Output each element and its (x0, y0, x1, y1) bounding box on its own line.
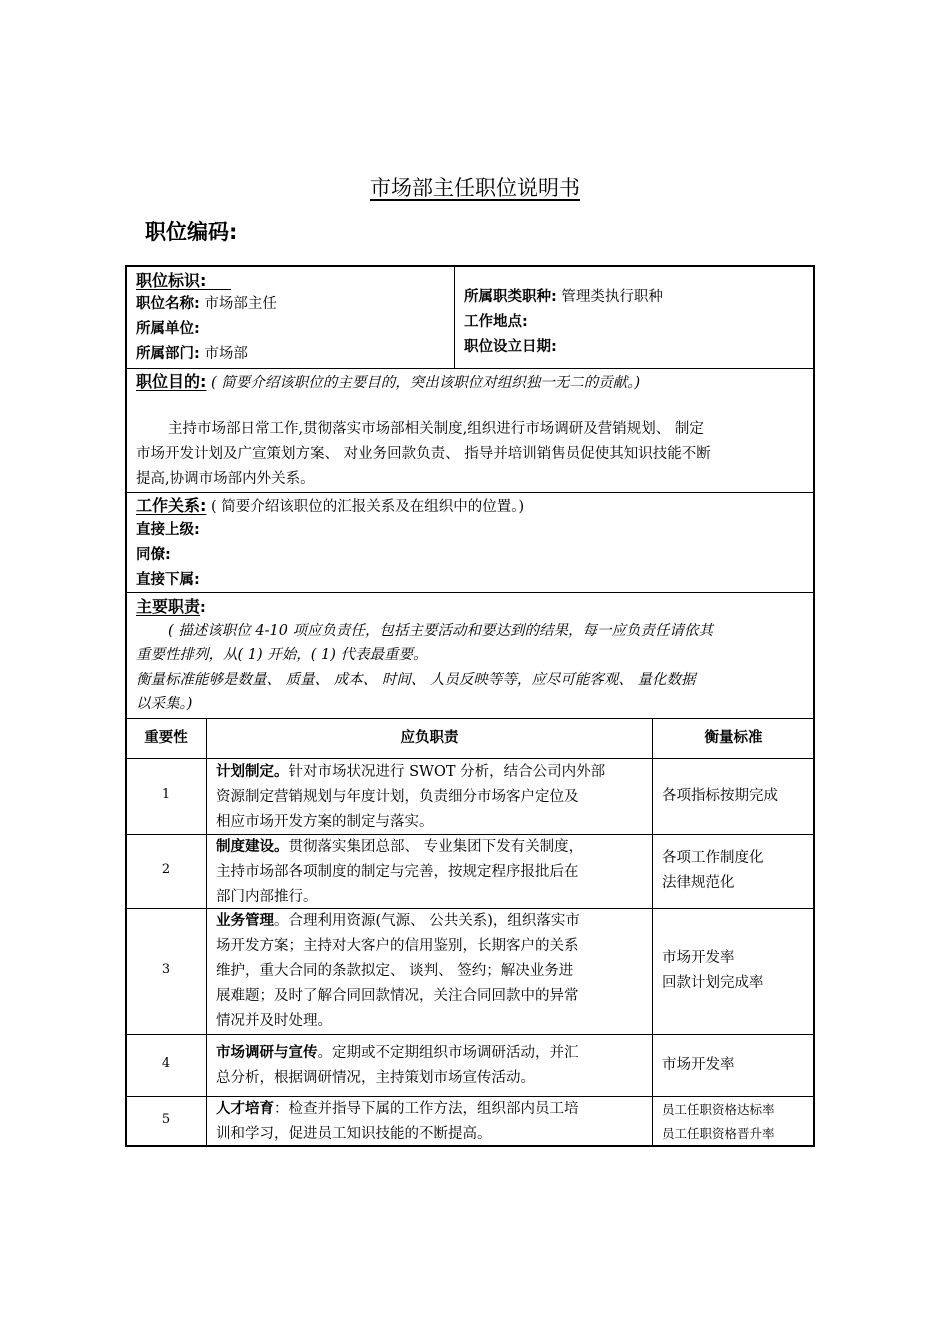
subordinate-label: 直接下属: (136, 572, 200, 588)
column-header-measure: 衡量标准 (704, 730, 763, 746)
duties-note-line: 衡量标准能够是数量、 质量、 成本、 时间、 人员反映等等，应尽可能客观、 量化数据 (136, 672, 696, 688)
category-label: 所属职类职种: (464, 289, 557, 305)
purpose-heading: 职位目的: (136, 372, 207, 391)
heading-underline (136, 289, 231, 290)
location-row (464, 310, 528, 335)
date-row (464, 335, 557, 360)
row-measure (662, 846, 764, 896)
row-measure (662, 1053, 735, 1078)
purpose-note: ( 简要介绍该职位的主要目的，突出该职位对组织独一无二的贡献。) (211, 375, 641, 391)
duty-text: 维护，重大合同的条款拟定、 谈判、 签约；解决业务进 (216, 963, 574, 979)
duty-title: 市场调研与宣传 (216, 1045, 318, 1061)
purpose-text-line: 市场开发计划及广宣策划方案、 对业务回款负责、 指导并培训销售员促使其知识技能不断 (136, 446, 711, 462)
duty-text: 。合理利用资源(气源、 公共关系)，组织落实市 (274, 913, 580, 929)
measure-text: 回款计划完成率 (662, 975, 764, 991)
duty-text: 主持市场部各项制度的制定与完善，按规定程序报批后在 (216, 864, 579, 880)
measure-text: 各项指标按期完成 (662, 788, 778, 804)
measure-text: 市场开发率 (662, 1057, 735, 1073)
row-importance: 4 (161, 1056, 171, 1071)
relations-note: ( 简要介绍该职位的汇报关系及在组织中的位置。) (211, 499, 525, 515)
unit-label: 所属单位: (136, 321, 200, 337)
row-importance: 1 (161, 787, 171, 802)
duties-heading-colon: : (200, 600, 206, 616)
divider (126, 758, 814, 759)
measure-text: 员工任职资格晋升率 (662, 1126, 775, 1141)
duty-title: 制度建设。 (216, 839, 289, 855)
date-label: 职位设立日期: (464, 339, 557, 355)
duty-text: 贯彻落实集团总部、 专业集团下发有关制度， (288, 839, 584, 855)
duties-heading-row (136, 594, 206, 621)
position-name-value: 市场部主任 (204, 296, 277, 312)
dept-value: 市场部 (204, 346, 248, 362)
divider (454, 267, 455, 368)
duty-text: 训和学习，促进员工知识技能的不断提高。 (216, 1126, 492, 1142)
relations-heading-row (136, 493, 524, 520)
position-name-label: 职位名称: (136, 296, 200, 312)
purpose-text-line: 提高,协调市场部内外关系。 (136, 471, 315, 487)
duty-title: 计划制定。 (216, 764, 289, 780)
duty-text: 。定期或不定期组织市场调研活动，并汇 (317, 1045, 579, 1061)
column-header-duty: 应负职责 (400, 730, 459, 746)
duties-note-line: 以采集。) (136, 696, 193, 712)
duty-text: 展难题；及时了解合同回款情况，关注合同回款中的异常 (216, 988, 579, 1004)
duty-text: 针对市场状况进行 SWOT 分析，结合公司内外部 (288, 764, 606, 780)
purpose-text-line: 主持市场部日常工作,贯彻落实市场部相关制度,组织进行市场调研及营销规划、 制定 (168, 421, 704, 437)
duty-title: 人才培育 (216, 1101, 274, 1117)
location-label: 工作地点: (464, 314, 528, 330)
relations-heading: 工作关系: (136, 496, 207, 515)
unit-row (136, 317, 200, 342)
measure-text: 员工任职资格达标率 (662, 1102, 775, 1117)
row-importance: 2 (161, 862, 171, 877)
divider (126, 1034, 814, 1035)
peer-label: 同僚: (136, 547, 171, 563)
divider (206, 718, 207, 1146)
duty-text: 相应市场开发方案的制定与落实。 (216, 814, 434, 830)
page-title: 市场部主任职位说明书 (370, 176, 580, 200)
position-name-row (136, 292, 277, 317)
duty-text: 场开发方案；主持对大客户的信用鉴别，长期客户的关系 (216, 938, 579, 954)
row-importance: 3 (161, 962, 171, 977)
row-duty (216, 835, 583, 910)
row-duty (216, 1097, 579, 1147)
row-importance: 5 (161, 1112, 171, 1127)
divider (652, 718, 653, 1146)
row-duty (216, 909, 580, 1034)
measure-text: 各项工作制度化 (662, 850, 764, 866)
divider (126, 718, 814, 719)
duty-text: ：检查并指导下属的工作方法，组织部内员工培 (274, 1101, 579, 1117)
duty-title: 业务管理 (216, 913, 274, 929)
category-row (464, 285, 663, 310)
dept-label: 所属部门: (136, 346, 200, 362)
row-measure (662, 1098, 775, 1146)
duties-note-line: ( 描述该职位 4-10 项应负责任，包括主要活动和要达到的结果，每一应负责任请依其 (168, 623, 714, 639)
duty-text: 总分析，根据调研情况，主持策划市场宣传活动。 (216, 1070, 535, 1086)
row-duty (216, 1041, 579, 1091)
duties-note-line: 重要性排列，从( 1) 开始，( 1) 代表最重要。 (136, 647, 428, 663)
purpose-heading-row (136, 369, 640, 396)
column-header-importance: 重要性 (144, 730, 188, 746)
measure-text: 市场开发率 (662, 950, 735, 966)
superior-label: 直接上级: (136, 522, 200, 538)
duties-heading: 主要职责 (136, 597, 201, 616)
duty-text: 情况并及时处理。 (216, 1013, 332, 1029)
duty-text: 资源制定营销规划与年度计划，负责细分市场客户定位及 (216, 789, 579, 805)
divider (126, 592, 814, 593)
duty-text: 部门内部推行。 (216, 889, 318, 905)
ident-heading: 职位标识: (136, 271, 207, 290)
row-duty (216, 760, 605, 835)
category-value: 管理类执行职种 (561, 289, 663, 305)
row-measure (662, 946, 764, 996)
position-code-label: 职位编码: (145, 220, 238, 244)
dept-row (136, 342, 248, 367)
row-measure (662, 784, 778, 809)
measure-text: 法律规范化 (662, 875, 735, 891)
